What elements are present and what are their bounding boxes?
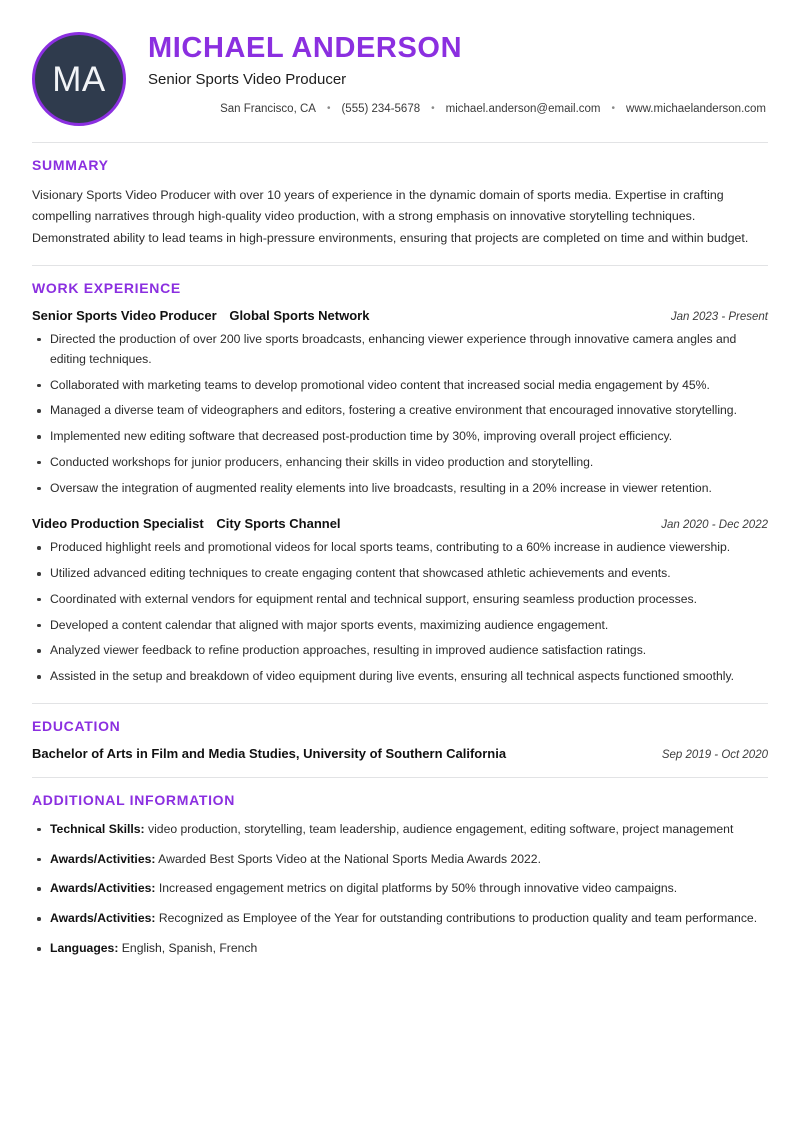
job-bullet-list — [32, 538, 768, 687]
summary-text: Visionary Sports Video Producer with over 10 years of experience in the dynamic domain of sports media. Expertise in crafting compelling narratives through high-quality video production, with a strong emphasis on innovative storytelling techniques. Demonstrated ability to lead teams in high-pressure environments, ensuring that projects are completed on time and within budget. — [32, 188, 749, 245]
list-item: Directed the production of over 200 live sports broadcasts, enhancing viewer experience through innovative camera angles and editing techniques. — [32, 330, 768, 370]
section-summary — [32, 143, 768, 249]
contact-separator-icon: • — [431, 103, 435, 115]
additional-item-label: Technical Skills: — [50, 821, 145, 836]
job-entry — [32, 516, 768, 687]
job-header — [32, 516, 768, 531]
section-additional-information — [32, 778, 768, 959]
additional-item-label: Awards/Activities: — [50, 881, 156, 896]
resume-header — [32, 20, 768, 126]
section-title-education: EDUCATION — [32, 717, 121, 734]
additional-information-list — [32, 820, 768, 959]
job-bullet-list — [32, 330, 768, 498]
education-entry — [32, 746, 768, 761]
additional-item-label: Languages: — [50, 941, 119, 955]
job-position: Senior Sports Video Producer — [32, 307, 217, 323]
contact-email[interactable]: michael.anderson@email.com — [445, 103, 601, 116]
section-work-experience — [32, 266, 768, 687]
list-item: Collaborated with marketing teams to develop promotional video content that increased social media engagement by 45%. — [32, 376, 768, 396]
avatar — [32, 32, 126, 126]
contact-row — [148, 103, 768, 115]
job-company: Global Sports Network — [229, 307, 370, 323]
list-item: Analyzed viewer feedback to refine production approaches, resulting in improved audience satisfaction ratings. — [32, 641, 768, 661]
job-title-line — [32, 516, 341, 531]
contact-phone[interactable]: (555) 234-5678 — [341, 103, 421, 116]
contact-separator-icon: • — [326, 103, 331, 115]
job-entry — [32, 308, 768, 498]
list-item: Developed a content calendar that aligned with major sports events, maximizing audience engagement. — [32, 616, 768, 636]
additional-item-value: Increased engagement metrics on digital platforms by 50% through innovative video campaigns. — [158, 881, 678, 896]
education-dates: Sep 2019 - Oct 2020 — [661, 748, 768, 761]
page-title: MICHAEL ANDERSON — [148, 32, 463, 64]
contact-location: San Francisco, CA — [220, 103, 316, 116]
job-header — [32, 308, 768, 323]
list-item — [32, 820, 768, 840]
list-item — [32, 939, 768, 959]
job-position: Video Production Specialist — [32, 516, 204, 532]
job-title-line — [32, 308, 369, 323]
list-item: Utilized advanced editing techniques to create engaging content that showcased athletic achievements and events. — [32, 564, 768, 584]
additional-item-value: Recognized as Employee of the Year for outstanding contributions to production quality and team performance. — [158, 911, 758, 926]
job-dates: Jan 2020 - Dec 2022 — [661, 519, 768, 532]
contact-separator-icon: • — [611, 103, 616, 115]
list-item: Conducted workshops for junior producers, enhancing their skills in video production and storytelling. — [32, 453, 768, 473]
section-title-additional-information: ADDITIONAL INFORMATION — [32, 791, 236, 808]
avatar-initials: MA — [52, 59, 106, 99]
list-item: Produced highlight reels and promotional videos for local sports teams, contributing to a 60% increase in audience viewership. — [32, 538, 768, 558]
list-item — [32, 850, 768, 870]
additional-item-value: English, Spanish, French — [121, 941, 258, 955]
section-title-work-experience: WORK EXPERIENCE — [32, 279, 181, 296]
list-item — [32, 879, 768, 899]
section-education — [32, 704, 768, 761]
list-item: Managed a diverse team of videographers and editors, fostering a creative environment that encouraged innovative storytelling. — [32, 401, 768, 421]
job-dates: Jan 2023 - Present — [670, 310, 768, 323]
header-text-block — [126, 30, 768, 115]
additional-item-value: Awarded Best Sports Video at the National Sports Media Awards 2022. — [158, 851, 541, 866]
list-item: Implemented new editing software that decreased post-production time by 30%, improving overall project efficiency. — [32, 427, 768, 447]
section-title-summary: SUMMARY — [32, 157, 109, 173]
additional-item-label: Awards/Activities: — [50, 911, 156, 926]
job-company: City Sports Channel — [216, 516, 341, 532]
additional-item-label: Awards/Activities: — [50, 851, 156, 866]
list-item: Assisted in the setup and breakdown of video equipment during live events, ensuring all technical aspects functioned smoothly. — [32, 667, 768, 687]
education-degree: Bachelor of Arts in Film and Media Studies, University of Southern California — [32, 745, 507, 761]
list-item: Coordinated with external vendors for equipment rental and technical support, ensuring seamless production processes. — [32, 590, 768, 610]
job-headline: Senior Sports Video Producer — [148, 71, 347, 89]
list-item — [32, 909, 768, 929]
additional-item-value: video production, storytelling, team leadership, audience engagement, editing software, project management — [148, 821, 734, 836]
contact-website[interactable]: www.michaelanderson.com — [626, 103, 766, 116]
list-item: Oversaw the integration of augmented reality elements into live broadcasts, resulting in a 20% increase in viewer retention. — [32, 479, 768, 499]
